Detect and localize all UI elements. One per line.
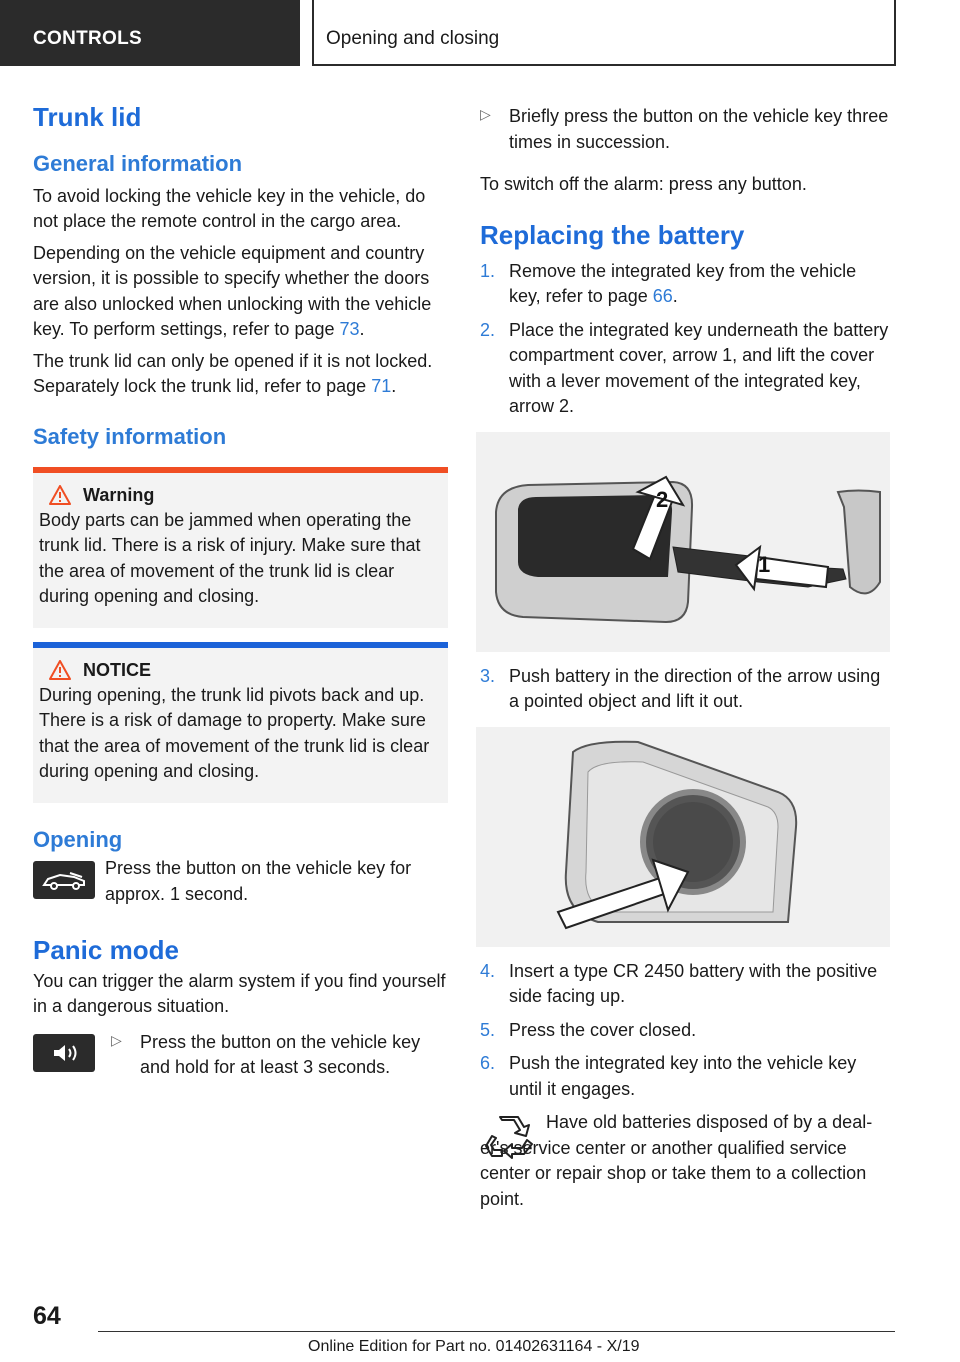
general-p1: To avoid locking the vehicle key in the vehicle, do not place the remote control in the cargo area. <box>33 185 426 232</box>
panic-bullet-2: Briefly press the button on the vehicle key three times in succession. <box>509 106 889 152</box>
step-4: 4. Insert a type CR 2450 battery with the positive side facing up. <box>480 960 878 1007</box>
notice-title: NOTICE <box>83 659 152 680</box>
step-6: 6. Push the integrated key into the vehicle key until it engages. <box>480 1053 857 1099</box>
edition-text: Online Edition for Part no. 01402631164 - X/19 <box>308 1338 640 1355</box>
arrow-label-2: 2 <box>656 486 669 512</box>
warning-text: Body parts can be jammed when operating the trunk lid. There is a risk of injury. Make sure that the area of movement of the trunk lid is clear during opening and closing. <box>39 509 421 607</box>
notice-text: During opening, the trunk lid pivots back and up. There is a risk of damage to property. Make sure that the area of movement of the trunk lid is clear during opening and closing. <box>39 684 430 782</box>
section-title: CONTROLS <box>33 28 143 49</box>
notice-icon <box>49 660 71 680</box>
bullet-icon: ▷ <box>480 106 491 122</box>
left-column <box>33 96 448 1081</box>
step-3: 3. Push battery in the direction of the arrow using a pointed object and lift it out. <box>480 665 881 712</box>
panic-bullet-1: Press the button on the vehicle key and hold for at least 3 seconds. <box>140 1031 421 1078</box>
step-5: 5. Press the cover closed. <box>480 1019 697 1040</box>
recycle-note: Have old batteries disposed of by a dealer's service center or another qualified service center or repair shop or take them to a collection point. <box>480 1112 873 1209</box>
battery-steps <box>480 259 892 420</box>
chapter-tab <box>312 0 896 66</box>
opening-heading: Opening <box>33 826 123 852</box>
general-p2: Depending on the vehicle equipment and country version, it is possible to specify whether the doors are also unlocked when unlocking with the vehicle key. To perform settings, refer to page 73. <box>33 242 432 340</box>
trunk-lid-title: Trunk lid <box>33 102 142 132</box>
panic-mode-title: Panic mode <box>33 935 179 966</box>
general-info-heading: General information <box>33 151 243 177</box>
recycling-icon <box>482 1114 538 1166</box>
page-number: 64 <box>33 1302 61 1330</box>
general-p3: The trunk lid can only be opened if it is not locked. Separately lock the trunk lid, refer to page 71. <box>33 350 433 397</box>
warning-icon <box>49 485 71 505</box>
page-link-71[interactable]: 71 <box>371 376 392 397</box>
alarm-switch-off: To switch off the alarm: press any button. <box>480 174 807 194</box>
arrow-label-1: 1 <box>758 551 771 577</box>
footer-divider <box>98 1331 895 1332</box>
notice-panel <box>33 642 448 803</box>
battery-title: Replacing the battery <box>480 219 745 250</box>
page-link-66[interactable]: 66 <box>652 286 673 307</box>
step-1: 1. Remove the integrated key from the vehicle key, refer to page 66. <box>480 260 857 307</box>
step-2: 2. Place the integrated key underneath the battery compartment cover, arrow 1, and lift the cover with a lever movement of the integrated key, arrow 2. <box>480 319 889 417</box>
safety-heading: Safety information <box>33 423 227 449</box>
warning-title: Warning <box>83 484 155 505</box>
trunk-button-icon <box>33 861 95 899</box>
section-tab <box>0 0 300 66</box>
opening-text: Press the button on the vehicle key for approx. 1 second. <box>105 858 412 904</box>
warning-panel <box>33 467 448 628</box>
panic-intro: You can trigger the alarm system if you find yourself in a dangerous situation. <box>33 970 446 1017</box>
chapter-title: Opening and closing <box>326 28 500 49</box>
key-cover-illustration <box>476 432 890 652</box>
bullet-icon: ▷ <box>111 1031 122 1048</box>
battery-removal-illustration <box>476 727 890 947</box>
right-column <box>480 104 892 1212</box>
panic-button-icon <box>33 1034 95 1072</box>
page-link-73[interactable]: 73 <box>339 319 360 340</box>
